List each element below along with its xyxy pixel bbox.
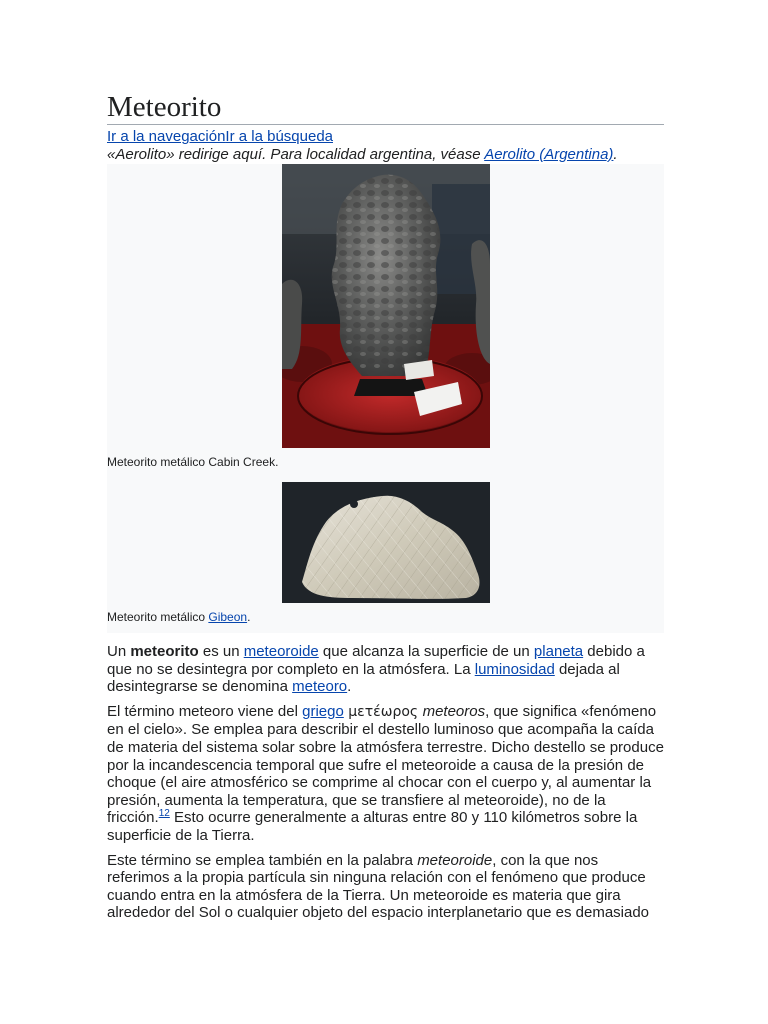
hatnote-end: . <box>613 146 618 163</box>
p1-text-6: . <box>347 678 352 696</box>
p3-text-2: , con la que nos referimos a la propia partícula sin ninguna relación con el fenómeno que produce cuando entra en la atmósfera de la Tierra. Un meteoroide es materia que gira alrededor del Sol o cualquier objeto del espacio interplanetario que es demasiado <box>107 851 650 922</box>
p2-italic-term: meteoros <box>422 702 486 720</box>
hatnote <box>107 146 664 164</box>
paragraph-3 <box>107 852 664 922</box>
p1-text-2: es un <box>198 643 244 660</box>
gibeon-photo <box>282 482 490 603</box>
p3-italic-term: meteoroide <box>417 851 493 869</box>
meteoro-link[interactable]: meteoro <box>292 678 348 696</box>
p1-text-5: dejada al desintegrarse se denomina <box>107 660 620 696</box>
jump-to-navigation-link[interactable]: Ir a la navegación <box>107 128 226 145</box>
gibeon-meteorite-image[interactable] <box>282 482 490 603</box>
reference-12-link[interactable]: 12 <box>158 808 170 820</box>
figure-1-caption: Meteorito metálico Cabin Creek. <box>107 455 279 469</box>
p3-text-1: Este término se emplea también en la palabra <box>107 851 418 869</box>
article-body <box>107 643 664 922</box>
hatnote-text: «Aerolito» redirige aquí. Para localidad argentina, véase <box>107 146 485 163</box>
figure-2-caption-text: Meteorito metálico <box>107 610 209 624</box>
page-title: Meteorito <box>107 90 664 125</box>
p2-text-1: El término meteoro viene del <box>107 702 303 720</box>
figure-2-caption-end: . <box>247 610 251 624</box>
image-gallery <box>107 164 664 633</box>
jump-to-search-link[interactable]: Ir a la búsqueda <box>225 128 333 145</box>
greek-word: μετέωρος <box>343 703 423 720</box>
paragraph-1 <box>107 643 664 696</box>
meteoroide-link[interactable]: meteoroide <box>243 643 319 660</box>
p1-text-1: Un <box>107 643 131 660</box>
aerolito-argentina-link[interactable]: Aerolito (Argentina) <box>484 146 614 163</box>
gibeon-link[interactable]: Gibeon <box>208 610 248 624</box>
paragraph-2 <box>107 703 664 845</box>
p1-text-4: debido a que no se desintegra por completo en la atmósfera. La <box>107 643 645 678</box>
p1-text-3: que alcanza la superficie de un <box>318 643 534 660</box>
p2-text-2: , que significa «fenómeno en el cielo». Se emplea para describir el destello luminoso que acompaña la caída de materia del sistema solar sobre la atmósfera terrestre. Dicho destello se produce por la incandescencia temporal que sufre el meteoroide a causa de la presión de choque (el aire atmosférico se comprime al chocar con el cuerpo y, al aumentar la presión, aumenta la temperatura, que se transfiere al meteoroide), no de la fricción. <box>107 702 664 827</box>
figure-2-caption <box>107 609 664 625</box>
cabin-creek-meteorite-image[interactable] <box>282 164 490 448</box>
article <box>107 90 664 922</box>
planeta-link[interactable]: planeta <box>533 643 584 660</box>
luminosidad-link[interactable]: luminosidad <box>474 660 555 678</box>
cabin-creek-photo <box>282 164 490 448</box>
griego-link[interactable]: griego <box>302 702 344 720</box>
jump-links <box>107 128 664 146</box>
p1-bold-term: meteorito <box>130 643 199 660</box>
p2-text-3: Esto ocurre generalmente a alturas entre 80 y 110 kilómetros sobre la superficie de la Tierra. <box>107 809 638 844</box>
